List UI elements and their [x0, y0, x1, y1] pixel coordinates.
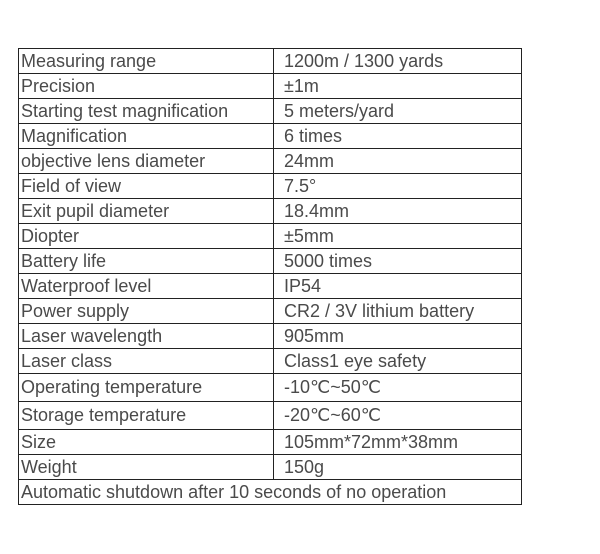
spec-value: ±5mm — [274, 224, 522, 249]
table-row — [19, 480, 522, 505]
spec-label: Storage temperature — [19, 402, 274, 430]
spec-value: -10℃~50℃ — [274, 374, 522, 402]
spec-footer-note: Automatic shutdown after 10 seconds of no operation — [19, 480, 522, 505]
spec-label: objective lens diameter — [19, 149, 274, 174]
spec-value: CR2 / 3V lithium battery — [274, 299, 522, 324]
spec-label: Measuring range — [19, 49, 274, 74]
spec-label: Precision — [19, 74, 274, 99]
table-row — [19, 324, 522, 349]
table-row — [19, 174, 522, 199]
spec-value: 150g — [274, 455, 522, 480]
spec-value: 905mm — [274, 324, 522, 349]
spec-label: Field of view — [19, 174, 274, 199]
spec-value: IP54 — [274, 274, 522, 299]
table-row — [19, 49, 522, 74]
spec-value: 18.4mm — [274, 199, 522, 224]
spec-label: Laser class — [19, 349, 274, 374]
table-row — [19, 224, 522, 249]
spec-value: 6 times — [274, 124, 522, 149]
table-row — [19, 402, 522, 430]
spec-value: 5000 times — [274, 249, 522, 274]
spec-label: Magnification — [19, 124, 274, 149]
spec-value: 1200m / 1300 yards — [274, 49, 522, 74]
spec-label: Laser wavelength — [19, 324, 274, 349]
table-row — [19, 249, 522, 274]
spec-label: Operating temperature — [19, 374, 274, 402]
spec-value: 5 meters/yard — [274, 99, 522, 124]
spec-value: Class1 eye safety — [274, 349, 522, 374]
table-row — [19, 455, 522, 480]
spec-label: Size — [19, 430, 274, 455]
spec-label: Waterproof level — [19, 274, 274, 299]
table-row — [19, 349, 522, 374]
spec-value: ±1m — [274, 74, 522, 99]
spec-label: Weight — [19, 455, 274, 480]
table-row — [19, 430, 522, 455]
spec-table — [18, 48, 522, 505]
table-row — [19, 274, 522, 299]
spec-value: 7.5° — [274, 174, 522, 199]
table-row — [19, 199, 522, 224]
table-row — [19, 299, 522, 324]
spec-label: Power supply — [19, 299, 274, 324]
spec-value: -20℃~60℃ — [274, 402, 522, 430]
spec-label: Exit pupil diameter — [19, 199, 274, 224]
table-row — [19, 99, 522, 124]
spec-label: Starting test magnification — [19, 99, 274, 124]
table-row — [19, 374, 522, 402]
spec-value: 24mm — [274, 149, 522, 174]
spec-label: Battery life — [19, 249, 274, 274]
table-row — [19, 124, 522, 149]
table-row — [19, 149, 522, 174]
spec-value: 105mm*72mm*38mm — [274, 430, 522, 455]
table-row — [19, 74, 522, 99]
spec-label: Diopter — [19, 224, 274, 249]
